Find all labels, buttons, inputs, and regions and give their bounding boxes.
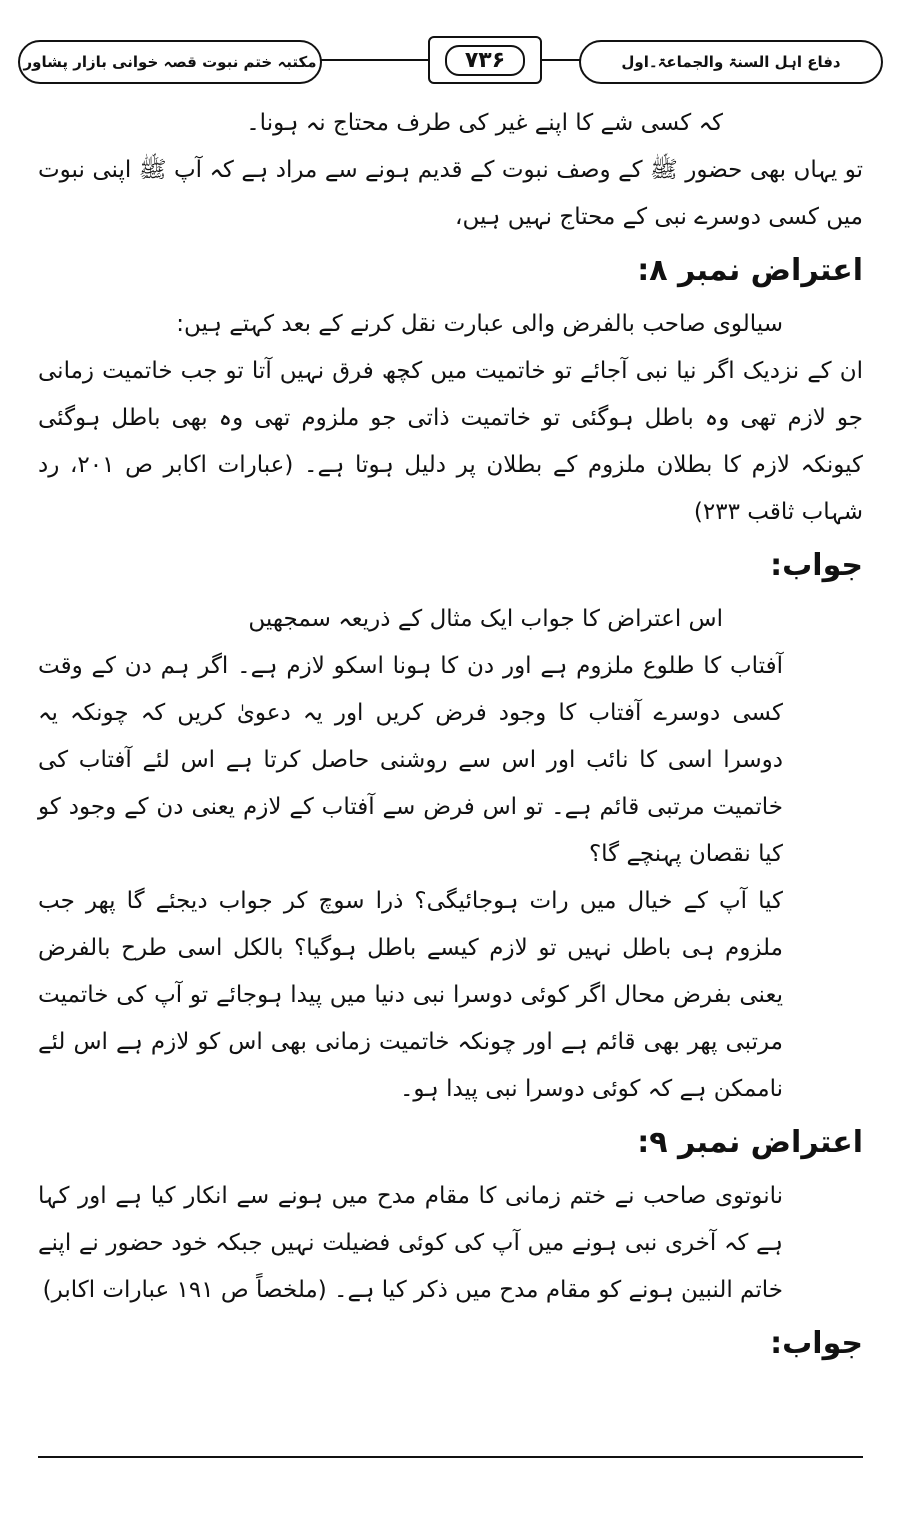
section-heading: جواب: [770,548,863,583]
section-heading: اعتراض نمبر ۸: [637,253,863,288]
header-rule-left [318,59,428,61]
body-paragraph: ان کے نزدیک اگر نیا نبی آجائے تو خاتمیت میں کچھ فرق نہیں آتا تو جب خاتمیت زمانی جو لازم تھی وہ باطل ہوگئی تو خاتمیت ذاتی جو ملزوم تھی وہ بھی باطل ہوگئی کیونکہ لازم کا بطلان ملزوم کے بطلان پر دلیل ہوتا ہے۔ (عبارات اکابر ص ۲۰۱، رد شہاب ثاقب ۲۳۳) [38,358,864,525]
publisher-label: مکتبہ ختم نبوت قصہ خوانی بازار پشاور [18,40,322,84]
section-heading: اعتراض نمبر ۹: [637,1125,863,1160]
page-header [18,30,883,92]
body-paragraph: تو یہاں بھی حضور ﷺ کے وصف نبوت کے قدیم ہونے سے مراد ہے کہ آپ ﷺ اپنی نبوت میں کسی دوسرے نبی کے محتاج نہیں ہیں، [38,157,863,230]
body-paragraph: نانوتوی صاحب نے ختم زمانی کا مقام مدح میں ہونے سے انکار کیا ہے اور کہا ہے کہ آخری نبی ہونے میں آپ کی کوئی فضیلت نہیں جبکہ خود حضور نے اپنے خاتم النبین ہونے کو مقام مدح میں ذکر کیا ہے۔ (ملخصاً ص ۱۹۱ عبارات اکابر) [38,1183,783,1303]
book-title: دفاع اہل السنۃ والجماعۃ۔اول [579,40,883,84]
page-number-box [428,36,542,84]
body-paragraph: کیا آپ کے خیال میں رات ہوجائیگی؟ ذرا سوچ کر جواب دیجئے گا پھر جب ملزوم ہی باطل نہیں تو لازم کیسے باطل ہوگیا؟ بالکل اسی طرح بالفرض یعنی بفرض محال اگر کوئی دوسرا نبی دنیا میں پیدا ہوجائے تو آپ کی خاتمیت مرتبی پھر بھی قائم ہے اور چونکہ خاتمیت زمانی بھی اس کو لازم ہے اس لئے ناممکن ہے کہ کوئی دوسرا نبی پیدا ہو۔ [38,888,783,1102]
section-heading: جواب: [770,1326,863,1361]
footer-rule [38,1456,863,1458]
page-number: ۷۳۶ [445,45,525,76]
body-paragraph: آفتاب کا طلوع ملزوم ہے اور دن کا ہونا اسکو لازم ہے۔ اگر ہم دن کے وقت کسی دوسرے آفتاب کا وجود فرض کریں اور یہ دعویٰ کریں کہ چونکہ یہ دوسرا اسی کا نائب اور اس سے روشنی حاصل کرتا ہے اس لئے آفتاب کی خاتمیت مرتبی قائم ہے۔ تو اس فرض سے آفتاب کے لازم یعنی دن کے وجود کو کیا نقصان پہنچے گا؟ [38,653,783,867]
body-paragraph: سیالوی صاحب بالفرض والی عبارت نقل کرنے کے بعد کہتے ہیں: [176,311,783,337]
body-paragraph: اس اعتراض کا جواب ایک مثال کے ذریعہ سمجھیں [248,606,723,632]
body-paragraph: کہ کسی شے کا اپنے غیر کی طرف محتاج نہ ہونا۔ [246,110,723,136]
page-body [38,100,863,1374]
